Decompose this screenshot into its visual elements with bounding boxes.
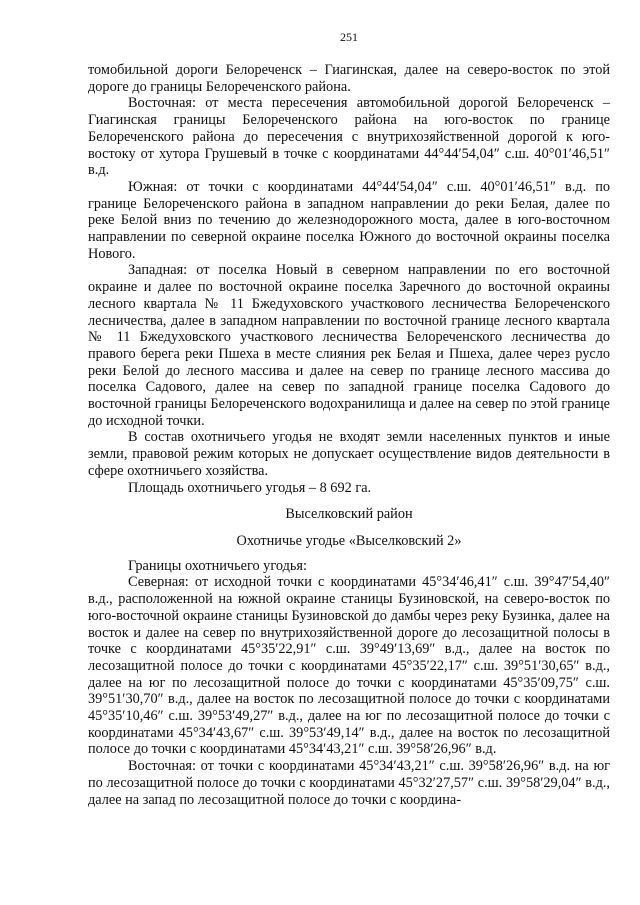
heading-district: Выселковский район [285,506,413,523]
paragraph-east-boundary-2: Восточная: от точки с координатами 45°34′43,21″ с.ш. 39°58′26,96″ в.д. на юг по лесозащитной полосе до точки с координатами 45°32′27,57″ с.ш. 39°58′29,04″ в.д., далее на запад по лесозащитной полосе до точки с координа- [88,758,610,808]
paragraph-area: Площадь охотничьего угодья – 8 692 га. [128,479,372,496]
paragraph-west-boundary: Западная: от поселка Новый в северном направлении по его восточной окраине и далее по восточной окраине поселка Заречного до восточной окраины лесного квартала № 11 Бжедуховского участкового лесничества Белореченского лесничества, далее в западном направлении по восточной границе лесного квартала № 11 Бжедуховского участкового лесничества Белореченского лесничества до правого берега реки Пшеха в месте слияния рек Белая и Пшеха, далее через русло реки Белой до лесного массива и далее на север по границе лесного массива до поселка Садового, далее на север по западной границе поселка Садового до восточной границы Белореченского водохранилища и далее на север по этой границе до исходной точки. [88,262,610,429]
paragraph-continuation: томобильной дороги Белореченск – Гиагинская, далее на северо-восток по этой дороге до границы Белореченского района. [88,62,610,95]
paragraph-north-boundary: Северная: от исходной точки с координатами 45°34′46,41″ с.ш. 39°47′54,40″ в.д., расположенной на южной окраине станицы Бузиновской, на северо-восток по юго-восточной окраине станицы Бузиновской до дамбы через реку Бузинка, далее на восток и далее на север по внутрихозяйственной дороге до лесозащитной полосы в точке с координатами 45°35′22,91″ с.ш. 39°49′13,69″ в.д., далее на восток по лесозащитной полосе до точки с координатами 45°35′22,17″ с.ш. 39°51′30,65″ в.д., далее на юг по лесозащитной полосе до точки с координатами 45°35′09,75″ с.ш. 39°51′30,70″ в.д., далее на восток по лесозащитной полосе до точки с координатами 45°35′10,46″ с.ш. 39°53′49,27″ в.д., далее на юг по лесозащитной полосе до точки с координатами 45°34′43,67″ с.ш. 39°53′49,14″ в.д., далее на восток по лесозащитной полосе до точки с координатами 45°34′43,21″ с.ш. 39°58′26,96″ в.д. [88,574,610,758]
page-number: 251 [340,30,358,44]
paragraph-south-boundary: Южная: от точки с координатами 44°44′54,04″ с.ш. 40°01′46,51″ в.д. по границе Белореченского района в западном направлении до реки Белая, далее по реке Белой вниз по течению до железнодорожного моста, далее в юго-восточном направлении по северной окраине поселка Южного до восточной окраины поселка Нового. [88,178,610,262]
heading-hunting-area: Охотничье угодье «Выселковский 2» [236,532,462,549]
paragraph-exclusions: В состав охотничьего угодья не входят земли населенных пунктов и иные земли, правовой режим которых не допускает осуществление видов деятельности в сфере охотничьего хозяйства. [88,429,610,479]
document-page [88,30,610,808]
paragraph-boundaries-title: Границы охотничьего угодья: [128,557,307,574]
paragraph-east-boundary: Восточная: от места пересечения автомобильной дорогой Белореченск – Гиагинская границы Белореченского района на юго-восток по границе Белореченского района до пересечения с внутрихозяйственной дорогой к юго-востоку от хутора Грушевый в точке с координатами 44°44′54,04″ с.ш. 40°01′46,51″ в.д. [88,95,610,179]
